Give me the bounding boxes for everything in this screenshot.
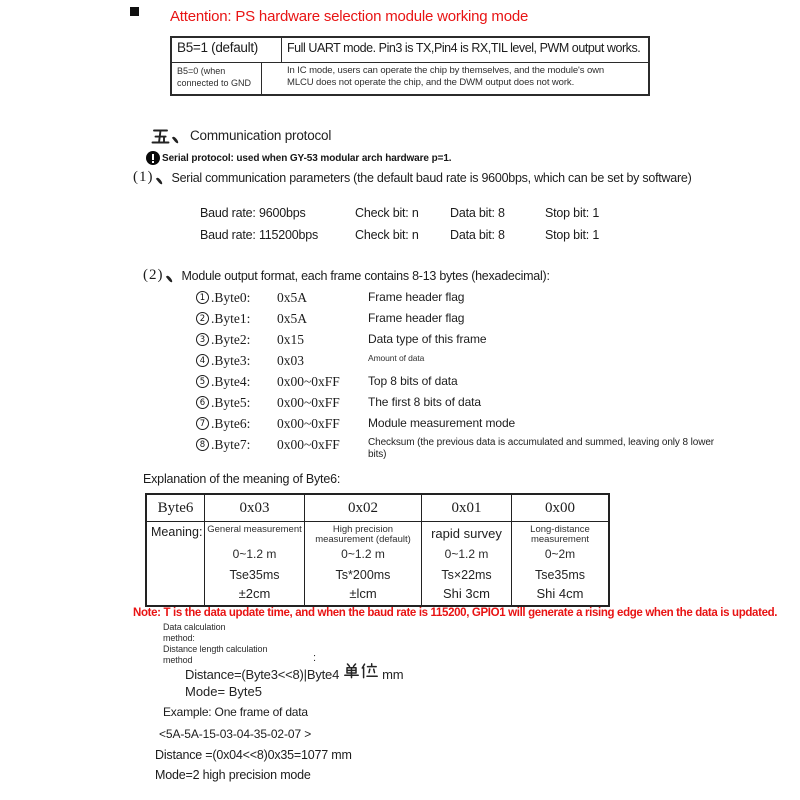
circled-number-icon: 1 <box>196 291 209 304</box>
mode-name: General measurement <box>207 524 302 535</box>
circled-number-icon: 5 <box>196 375 209 388</box>
mode-accuracy: Shi 4cm <box>536 586 584 601</box>
subsection-1 <box>133 169 692 186</box>
cjk-comma-mark <box>155 177 162 185</box>
byte-name: .Byte6: <box>211 416 251 431</box>
baud-rate-value: Baud rate: 115200bps <box>200 228 319 242</box>
byte6-meaning-table <box>145 493 610 607</box>
mode-time: Tse35ms <box>229 568 280 582</box>
cjk-unit-label-glyph <box>344 663 380 679</box>
check-bit-value: Check bit: n <box>355 228 419 242</box>
byte6-header-cell: 0x03 <box>205 495 305 522</box>
subsection-2-text: Module output format, each frame contains 8-13 bytes (hexadecimal): <box>181 269 550 283</box>
byte-value: 0x00~0xFF <box>277 437 340 452</box>
mode-name: Long-distance measurement <box>530 524 590 546</box>
ps-table-key-b5-0: B5=0 (when connected to GND <box>172 63 262 94</box>
calc-text-line: method: <box>163 633 195 643</box>
byte6-mode-cell <box>305 522 422 605</box>
byte-value: 0x5A <box>277 311 307 326</box>
frame-byte-row <box>0 353 800 374</box>
subsection-1-number: (1) <box>133 169 154 185</box>
byte-name: .Byte5: <box>211 395 251 410</box>
byte6-header-cell: Byte6 <box>147 495 205 522</box>
frame-byte-row <box>0 416 800 437</box>
ps-table-value-ic-mode: In IC mode, users can operate the chip by themselves, and the module's own MLCU does not operate the chip, and the DWM output does not work. <box>287 65 605 89</box>
serial-params-row-115200 <box>0 228 800 244</box>
byte-description: The first 8 bits of data <box>368 395 481 409</box>
circled-number-icon: 8 <box>196 438 209 451</box>
section-title: Communication protocol <box>190 128 332 143</box>
mode-range: 0~1.2 m <box>444 547 489 561</box>
byte-name: .Byte0: <box>211 290 251 305</box>
mode-name: rapid survey <box>431 526 502 541</box>
byte-value: 0x15 <box>277 332 304 347</box>
mode-range: 0~1.2 m <box>232 547 277 561</box>
distance-formula-text: Distance=(Byte3<<8)|Byte4 <box>185 667 340 682</box>
scan-artifact-mark <box>130 7 139 16</box>
byte-value: 0x03 <box>277 353 304 368</box>
byte-value: 0x00~0xFF <box>277 395 340 410</box>
serial-protocol-note-text: Serial protocol: used when GY-53 modular arch hardware p=1. <box>162 152 452 164</box>
byte-name: .Byte2: <box>211 332 251 347</box>
circled-number-icon: 7 <box>196 417 209 430</box>
frame-byte-row <box>0 332 800 353</box>
calc-text-line: method <box>163 655 193 665</box>
serial-protocol-note <box>146 151 451 165</box>
byte6-header-cell: 0x00 <box>512 495 608 522</box>
frame-byte-row <box>0 395 800 416</box>
example-frame-data: <5A-5A-15-03-04-35-02-07 > <box>159 727 312 741</box>
example-distance-result: Distance =(0x04<<8)0x35=1077 mm <box>155 748 352 762</box>
frame-byte-row <box>0 311 800 332</box>
serial-params-row-9600 <box>0 206 800 222</box>
byte-description: Checksum (the previous data is accumulated and summed, leaving only 8 lower bits) <box>368 437 715 460</box>
byte-description: Module measurement mode <box>368 416 516 430</box>
mode-formula: Mode= Byte5 <box>185 684 262 699</box>
calc-text-line: Distance length calculation <box>163 644 268 654</box>
data-bit-value: Data bit: 8 <box>450 228 505 242</box>
byte6-mode-cell <box>512 522 608 605</box>
stray-colon: : <box>313 652 316 664</box>
frame-byte-row <box>0 374 800 395</box>
ps-table-value-uart: Full UART mode. Pin3 is TX,Pin4 is RX,TIL level, PWM output works. <box>282 38 648 63</box>
cjk-comma-mark <box>172 136 179 144</box>
byte-description: Amount of data <box>368 353 425 363</box>
distance-formula <box>185 663 403 682</box>
check-bit-value: Check bit: n <box>355 206 419 220</box>
byte-value: 0x5A <box>277 290 307 305</box>
section-heading <box>151 128 331 145</box>
attention-title: Attention: PS hardware selection module working mode <box>170 8 529 25</box>
mode-time: Ts×22ms <box>441 568 492 582</box>
example-title: Example: One frame of data <box>163 705 308 719</box>
subsection-2 <box>143 267 550 284</box>
circled-number-icon: 6 <box>196 396 209 409</box>
byte-name: .Byte7: <box>211 437 251 452</box>
byte-description: Top 8 bits of data <box>368 374 458 388</box>
byte6-explanation-title: Explanation of the meaning of Byte6: <box>143 472 341 486</box>
mode-name: High precision measurement (default) <box>315 524 411 546</box>
baud-rate-value: Baud rate: 9600bps <box>200 206 306 220</box>
subsection-2-number: (2) <box>143 267 164 283</box>
mode-accuracy: Shi 3cm <box>443 586 490 601</box>
stop-bit-value: Stop bit: 1 <box>545 228 600 242</box>
byte-value: 0x00~0xFF <box>277 416 340 431</box>
cjk-comma-mark <box>165 275 172 283</box>
byte-name: .Byte4: <box>211 374 251 389</box>
byte6-mode-cell <box>422 522 512 605</box>
data-bit-value: Data bit: 8 <box>450 206 505 220</box>
subsection-1-text: Serial communication parameters (the default baud rate is 9600bps, which can be set by software) <box>171 171 692 185</box>
frame-byte-row <box>0 437 800 458</box>
mode-range: 0~2m <box>544 547 576 561</box>
byte-value: 0x00~0xFF <box>277 374 340 389</box>
circled-number-icon: 4 <box>196 354 209 367</box>
byte-description: Frame header flag <box>368 311 465 325</box>
distance-formula-unit-suffix: mm <box>382 667 404 682</box>
mode-time: Tse35ms <box>534 568 586 582</box>
ps-table-key-b5-1: B5=1 (default) <box>172 38 282 63</box>
byte-description: Data type of this frame <box>368 332 487 346</box>
ps-mode-table <box>170 36 650 96</box>
alert-circle-icon <box>146 151 160 165</box>
calc-text-line: Data calculation <box>163 622 226 632</box>
byte-name: .Byte1: <box>211 311 251 326</box>
byte6-row-label: Meaning: <box>147 522 205 605</box>
chinese-numeral-five-glyph <box>151 128 170 145</box>
mode-time: Ts*200ms <box>335 568 391 582</box>
mode-accuracy: ±lcm <box>349 586 377 601</box>
mode-range: 0~1.2 m <box>341 547 385 561</box>
mode-accuracy: ±2cm <box>238 586 271 601</box>
update-time-note: Note: T is the data update time, and when the baud rate is 115200, GPIO1 will generate a rising edge when the data is updated. <box>133 607 778 619</box>
byte-name: .Byte3: <box>211 353 251 368</box>
example-mode-result: Mode=2 high precision mode <box>155 768 311 782</box>
circled-number-icon: 3 <box>196 333 209 346</box>
frame-byte-row <box>0 290 800 311</box>
byte6-mode-cell <box>205 522 305 605</box>
stop-bit-value: Stop bit: 1 <box>545 206 600 220</box>
byte6-header-cell: 0x02 <box>305 495 422 522</box>
byte6-header-cell: 0x01 <box>422 495 512 522</box>
byte-description: Frame header flag <box>368 290 465 304</box>
circled-number-icon: 2 <box>196 312 209 325</box>
